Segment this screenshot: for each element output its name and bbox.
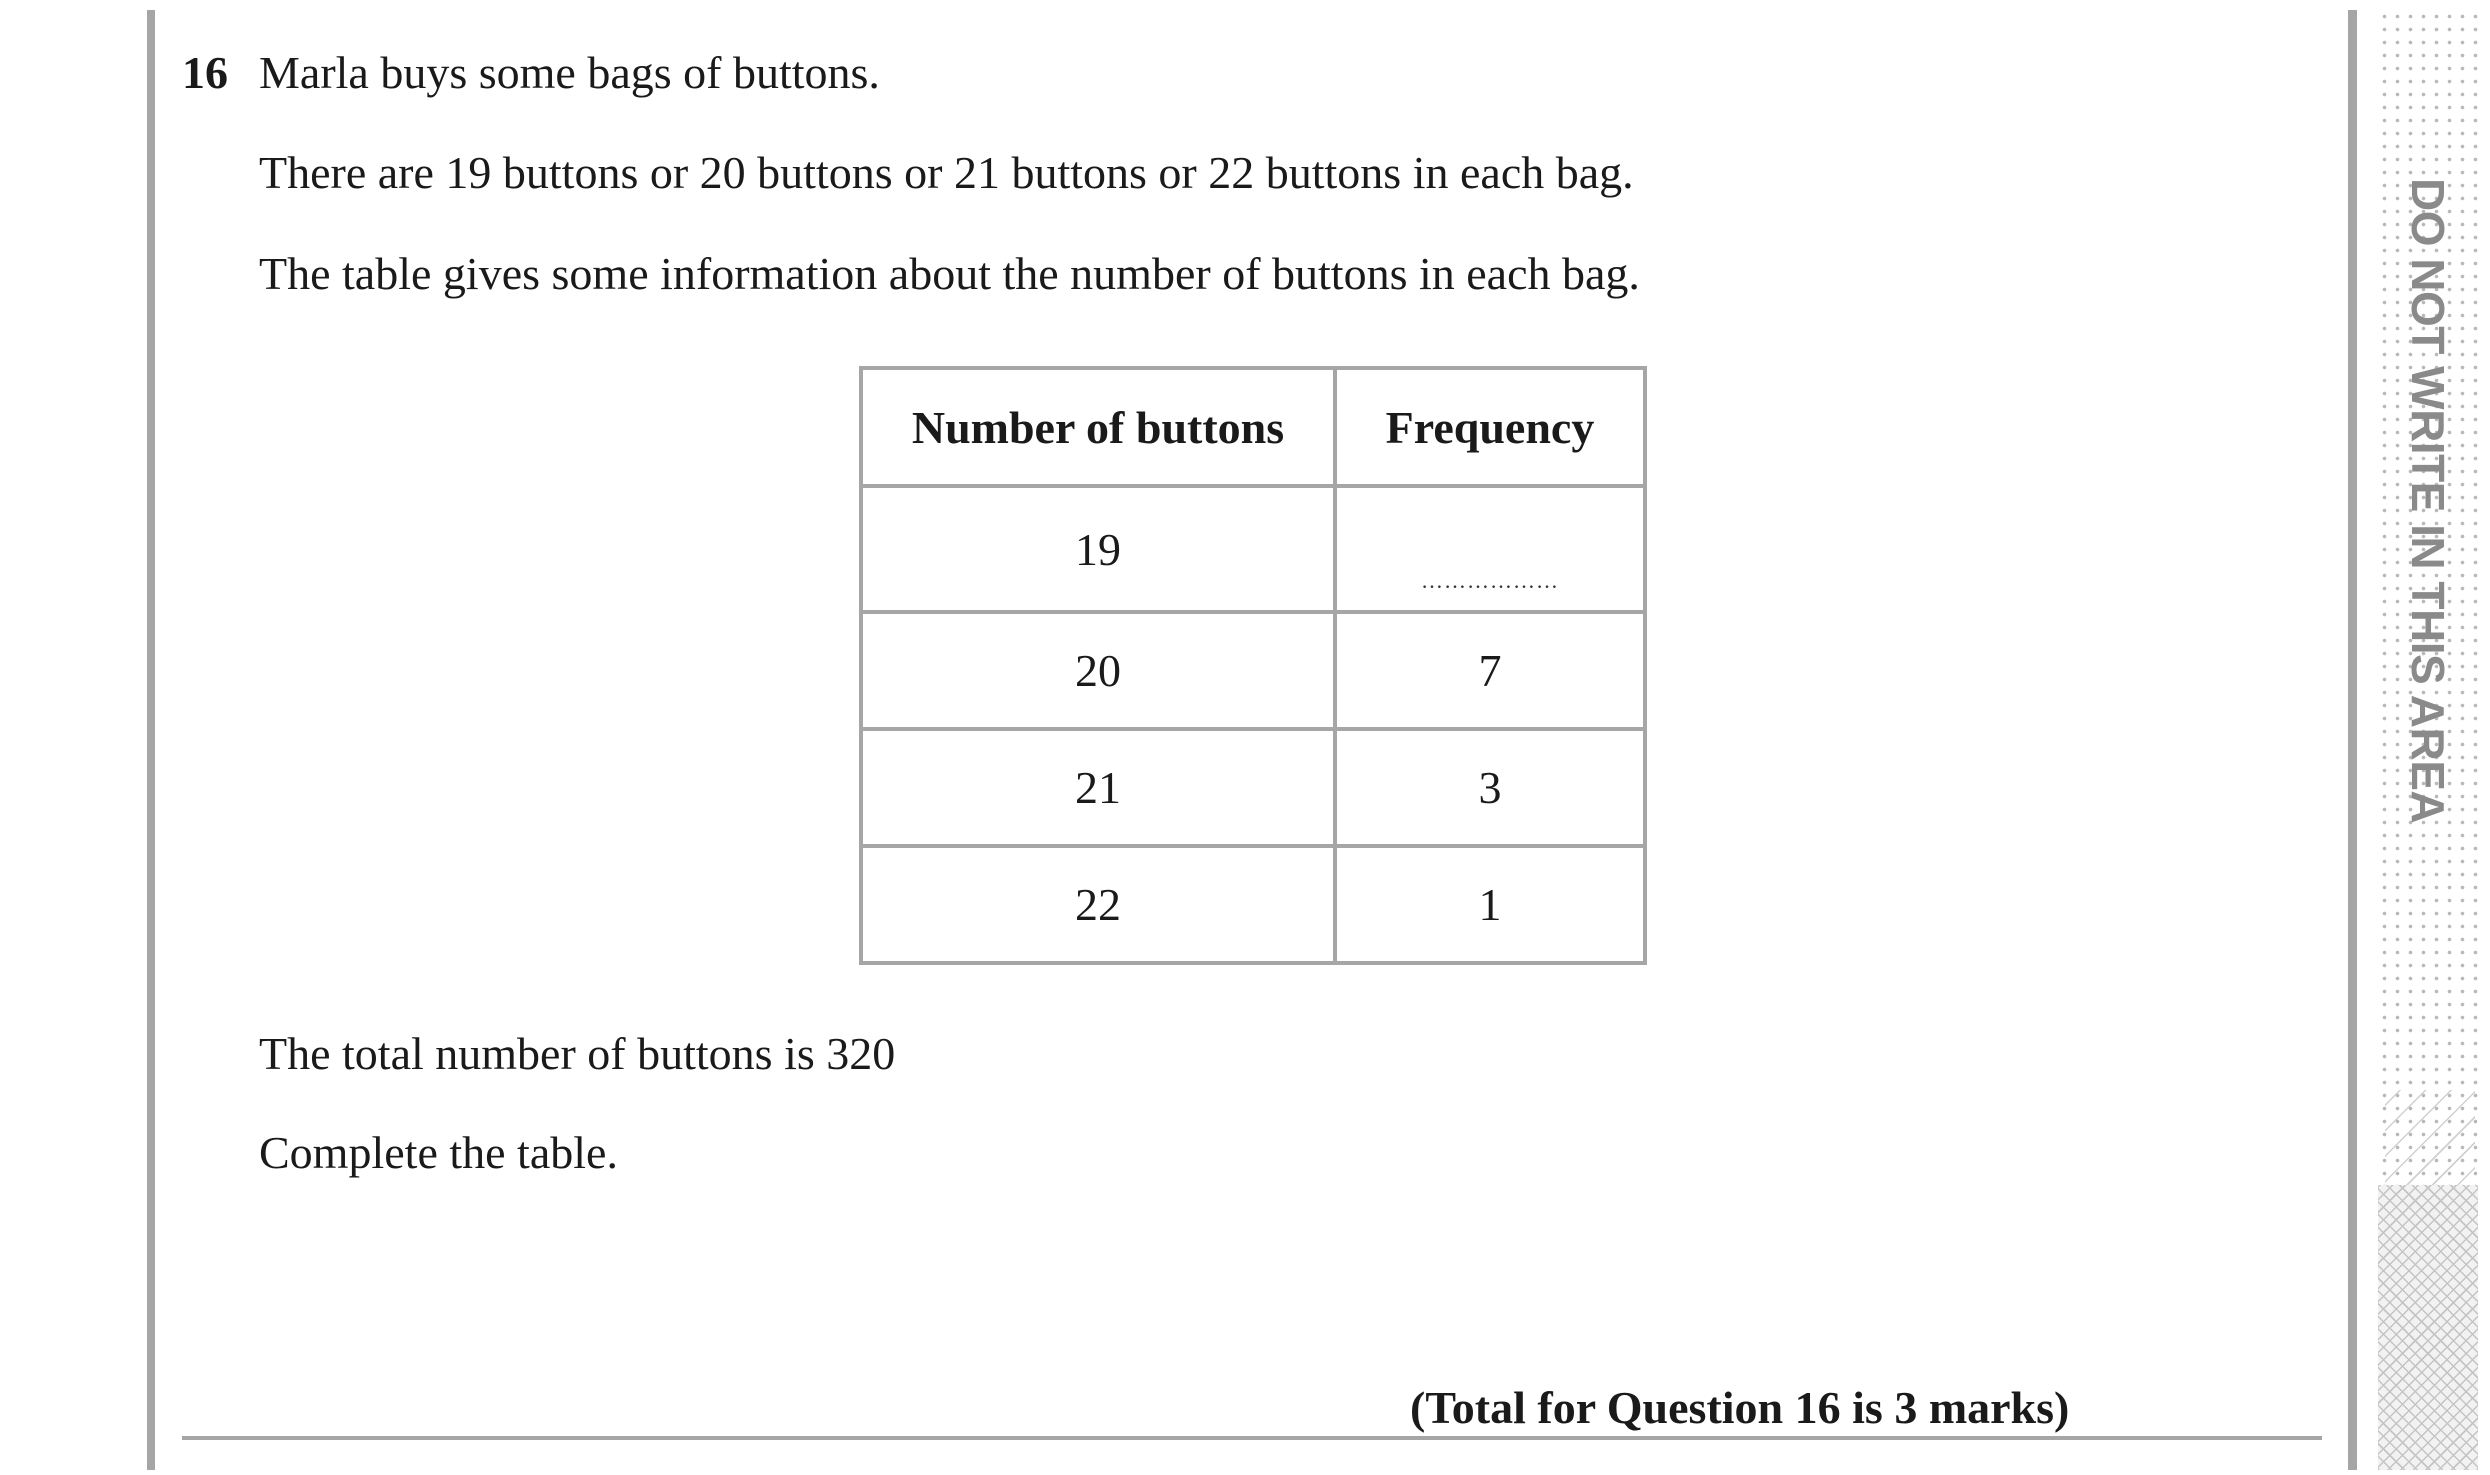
buttons-cell: 21 — [861, 729, 1335, 846]
question-number: 16 — [182, 47, 228, 98]
header-frequency: Frequency — [1335, 368, 1645, 486]
margin-hatch-pattern — [2378, 1185, 2478, 1470]
marks-total: (Total for Question 16 is 3 marks) — [1410, 1382, 2070, 1433]
instruction: Complete the table. — [259, 1127, 618, 1178]
table-row — [861, 846, 1645, 963]
frequency-table — [859, 366, 1647, 965]
total-statement: The total number of buttons is 320 — [259, 1028, 896, 1079]
left-margin-rule — [147, 10, 155, 1470]
bottom-rule — [182, 1436, 2322, 1440]
question-line-2: There are 19 buttons or 20 buttons or 21 buttons or 22 buttons in each bag. — [259, 147, 1634, 198]
answer-dotted-line: ……………… — [1421, 568, 1559, 593]
frequency-answer-cell[interactable] — [1335, 486, 1645, 612]
header-number-of-buttons: Number of buttons — [861, 368, 1335, 486]
margin-slash-pattern — [2385, 1090, 2475, 1190]
frequency-cell: 3 — [1335, 729, 1645, 846]
do-not-write-label: DO NOT WRITE IN THIS AREA — [2402, 178, 2454, 824]
frequency-cell: 1 — [1335, 846, 1645, 963]
table-header-row — [861, 368, 1645, 486]
buttons-cell: 20 — [861, 612, 1335, 729]
table-row — [861, 486, 1645, 612]
table-row — [861, 729, 1645, 846]
buttons-cell: 19 — [861, 486, 1335, 612]
frequency-cell: 7 — [1335, 612, 1645, 729]
question-line-3: The table gives some information about the number of buttons in each bag. — [259, 248, 1640, 299]
question-intro: Marla buys some bags of buttons. — [259, 47, 880, 98]
buttons-cell: 22 — [861, 846, 1335, 963]
table-row — [861, 612, 1645, 729]
right-margin-rule — [2348, 10, 2357, 1470]
